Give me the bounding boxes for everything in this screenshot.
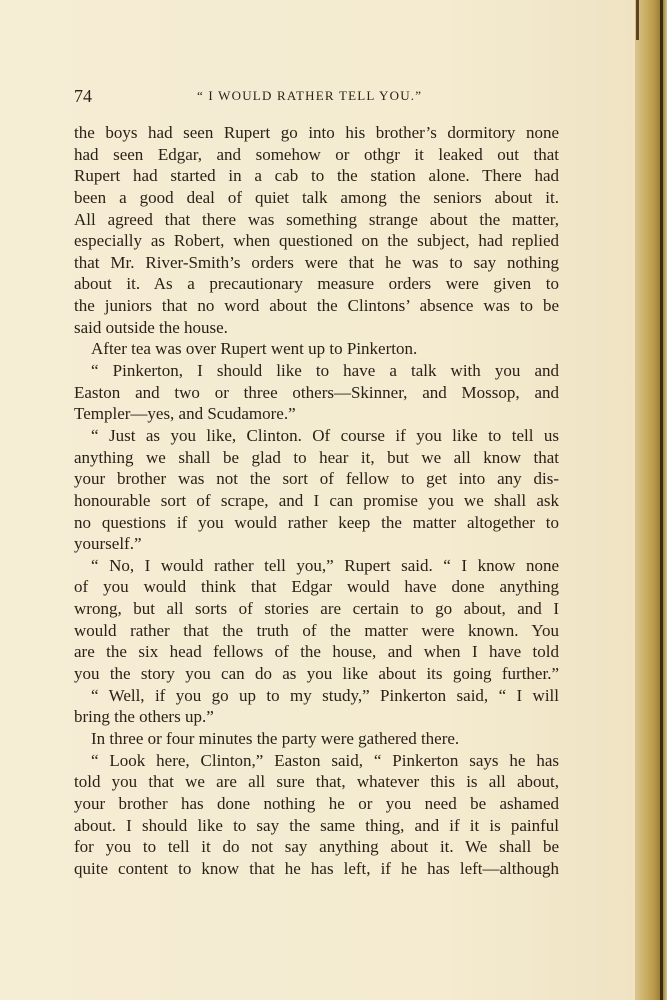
text-line: honourable sort of scrape, and I can promise you we shall ask xyxy=(74,490,559,510)
text-line: “ Look here, Clinton,” Easton said, “ Pinkerton says he has xyxy=(91,750,559,770)
text-line: wrong, but all sorts of stories are certain to go about, and I xyxy=(74,599,559,619)
text-line: the boys had seen Rupert go into his brother’s dormitory none xyxy=(74,123,559,142)
text-line: for you to tell it do not say anything about it. We shall be xyxy=(74,837,559,857)
text-line: “ No, I would rather tell you,” Rupert said. “ I know none xyxy=(91,555,559,575)
text-line: Easton and two or three others—Skinner, and Mossop, and xyxy=(74,382,559,402)
text-line: “ Just as you like, Clinton. Of course if you like to tell us xyxy=(91,425,559,445)
page-number: 74 xyxy=(74,86,92,106)
text-line: had seen Edgar, and somehow or othgr it leaked out that xyxy=(74,144,559,164)
text-line: anything we shall be glad to hear it, but we all know that xyxy=(74,447,559,467)
body-text xyxy=(74,122,559,879)
text-line: your brother has done nothing he or you need be ashamed xyxy=(74,793,559,813)
text-line: especially as Robert, when questioned on the subject, had replied xyxy=(74,231,559,251)
text-line: told you that we are all sure that, whatever this is all about, xyxy=(74,772,559,792)
gutter-edge xyxy=(660,0,663,1000)
text-line: would rather that the truth of the matter were known. You xyxy=(74,620,559,640)
text-line: bring the others up.” xyxy=(74,707,214,727)
text-line: no questions if you would rather keep the matter altogether to xyxy=(74,512,559,532)
text-line: said outside the house. xyxy=(74,317,228,337)
text-line: you the story you can do as you like about its going further.” xyxy=(74,664,559,684)
text-line: “ Pinkerton, I should like to have a talk with you and xyxy=(91,361,559,381)
text-line: All agreed that there was something strange about the matter, xyxy=(74,209,559,229)
text-line: After tea was over Rupert went up to Pinkerton. xyxy=(91,339,418,359)
text-line: your brother was not the sort of fellow to get into any dis- xyxy=(74,469,559,489)
page-header xyxy=(74,86,559,110)
text-line: “ Well, if you go up to my study,” Pinkerton said, “ I will xyxy=(91,685,559,705)
text-line: Templer—yes, and Scudamore.” xyxy=(74,404,296,424)
text-line: the juniors that no word about the Clintons’ absence was to be xyxy=(74,296,559,316)
text-line: In three or four minutes the party were gathered there. xyxy=(91,728,460,748)
text-line: been a good deal of quiet talk among the seniors about it. xyxy=(74,187,559,207)
text-line: that Mr. River-Smith’s orders were that he was to say nothing xyxy=(74,252,559,272)
text-line: about it. As a precautionary measure orders were given to xyxy=(74,274,559,294)
text-line: of you would think that Edgar would have done anything xyxy=(74,577,559,597)
text-line: yourself.” xyxy=(74,534,142,554)
text-line: about. I should like to say the same thing, and if it is painful xyxy=(74,815,559,835)
running-head: “ I WOULD RATHER TELL YOU.” xyxy=(197,88,423,103)
text-line: are the six head fellows of the house, and when I have told xyxy=(74,642,559,662)
text-line: quite content to know that he has left, if he has left—although xyxy=(74,858,559,878)
text-line: Rupert had started in a cab to the station alone. There had xyxy=(74,166,559,186)
gutter-edge-top xyxy=(636,0,639,40)
